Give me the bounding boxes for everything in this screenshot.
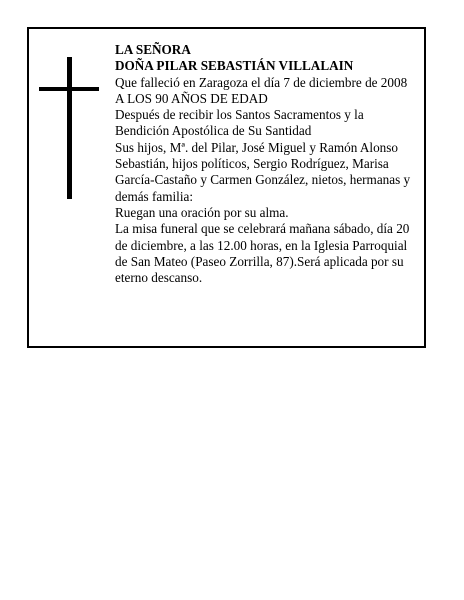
family-paragraph: Sus hijos, Mª. del Pilar, José Miguel y Ramón Alonso Sebastián, hijos políticos, Sergio Rodríguez, Marisa García-Castaño y Carmen González, nietos, hermanas y demás familia: [115,139,411,204]
prayer-request: Ruegan una oración por su alma. [115,204,289,220]
deceased-name: DOÑA PILAR SEBASTIÁN VILLALAIN [115,58,354,74]
cross-horizontal-bar [39,87,99,91]
death-details: Que falleció en Zaragoza el día 7 de diciembre de 2008 [115,74,408,90]
obituary-notice [27,27,426,348]
funeral-paragraph: La misa funeral que se celebrará mañana sábado, día 20 de diciembre, a las 12.00 horas, en la Iglesia Parroquial de San Mateo (Paseo Zorrilla, 87).Será aplicada por su eterno descanso. [115,221,410,286]
notice-text [115,42,415,286]
age-line: A LOS 90 AÑOS DE EDAD [115,90,268,106]
cross-vertical-bar [67,57,72,199]
notice-heading-title: LA SEÑORA [115,42,191,57]
sacraments-paragraph: Después de recibir los Santos Sacramentos y la Bendición Apostólica de Su Santidad [115,107,364,139]
